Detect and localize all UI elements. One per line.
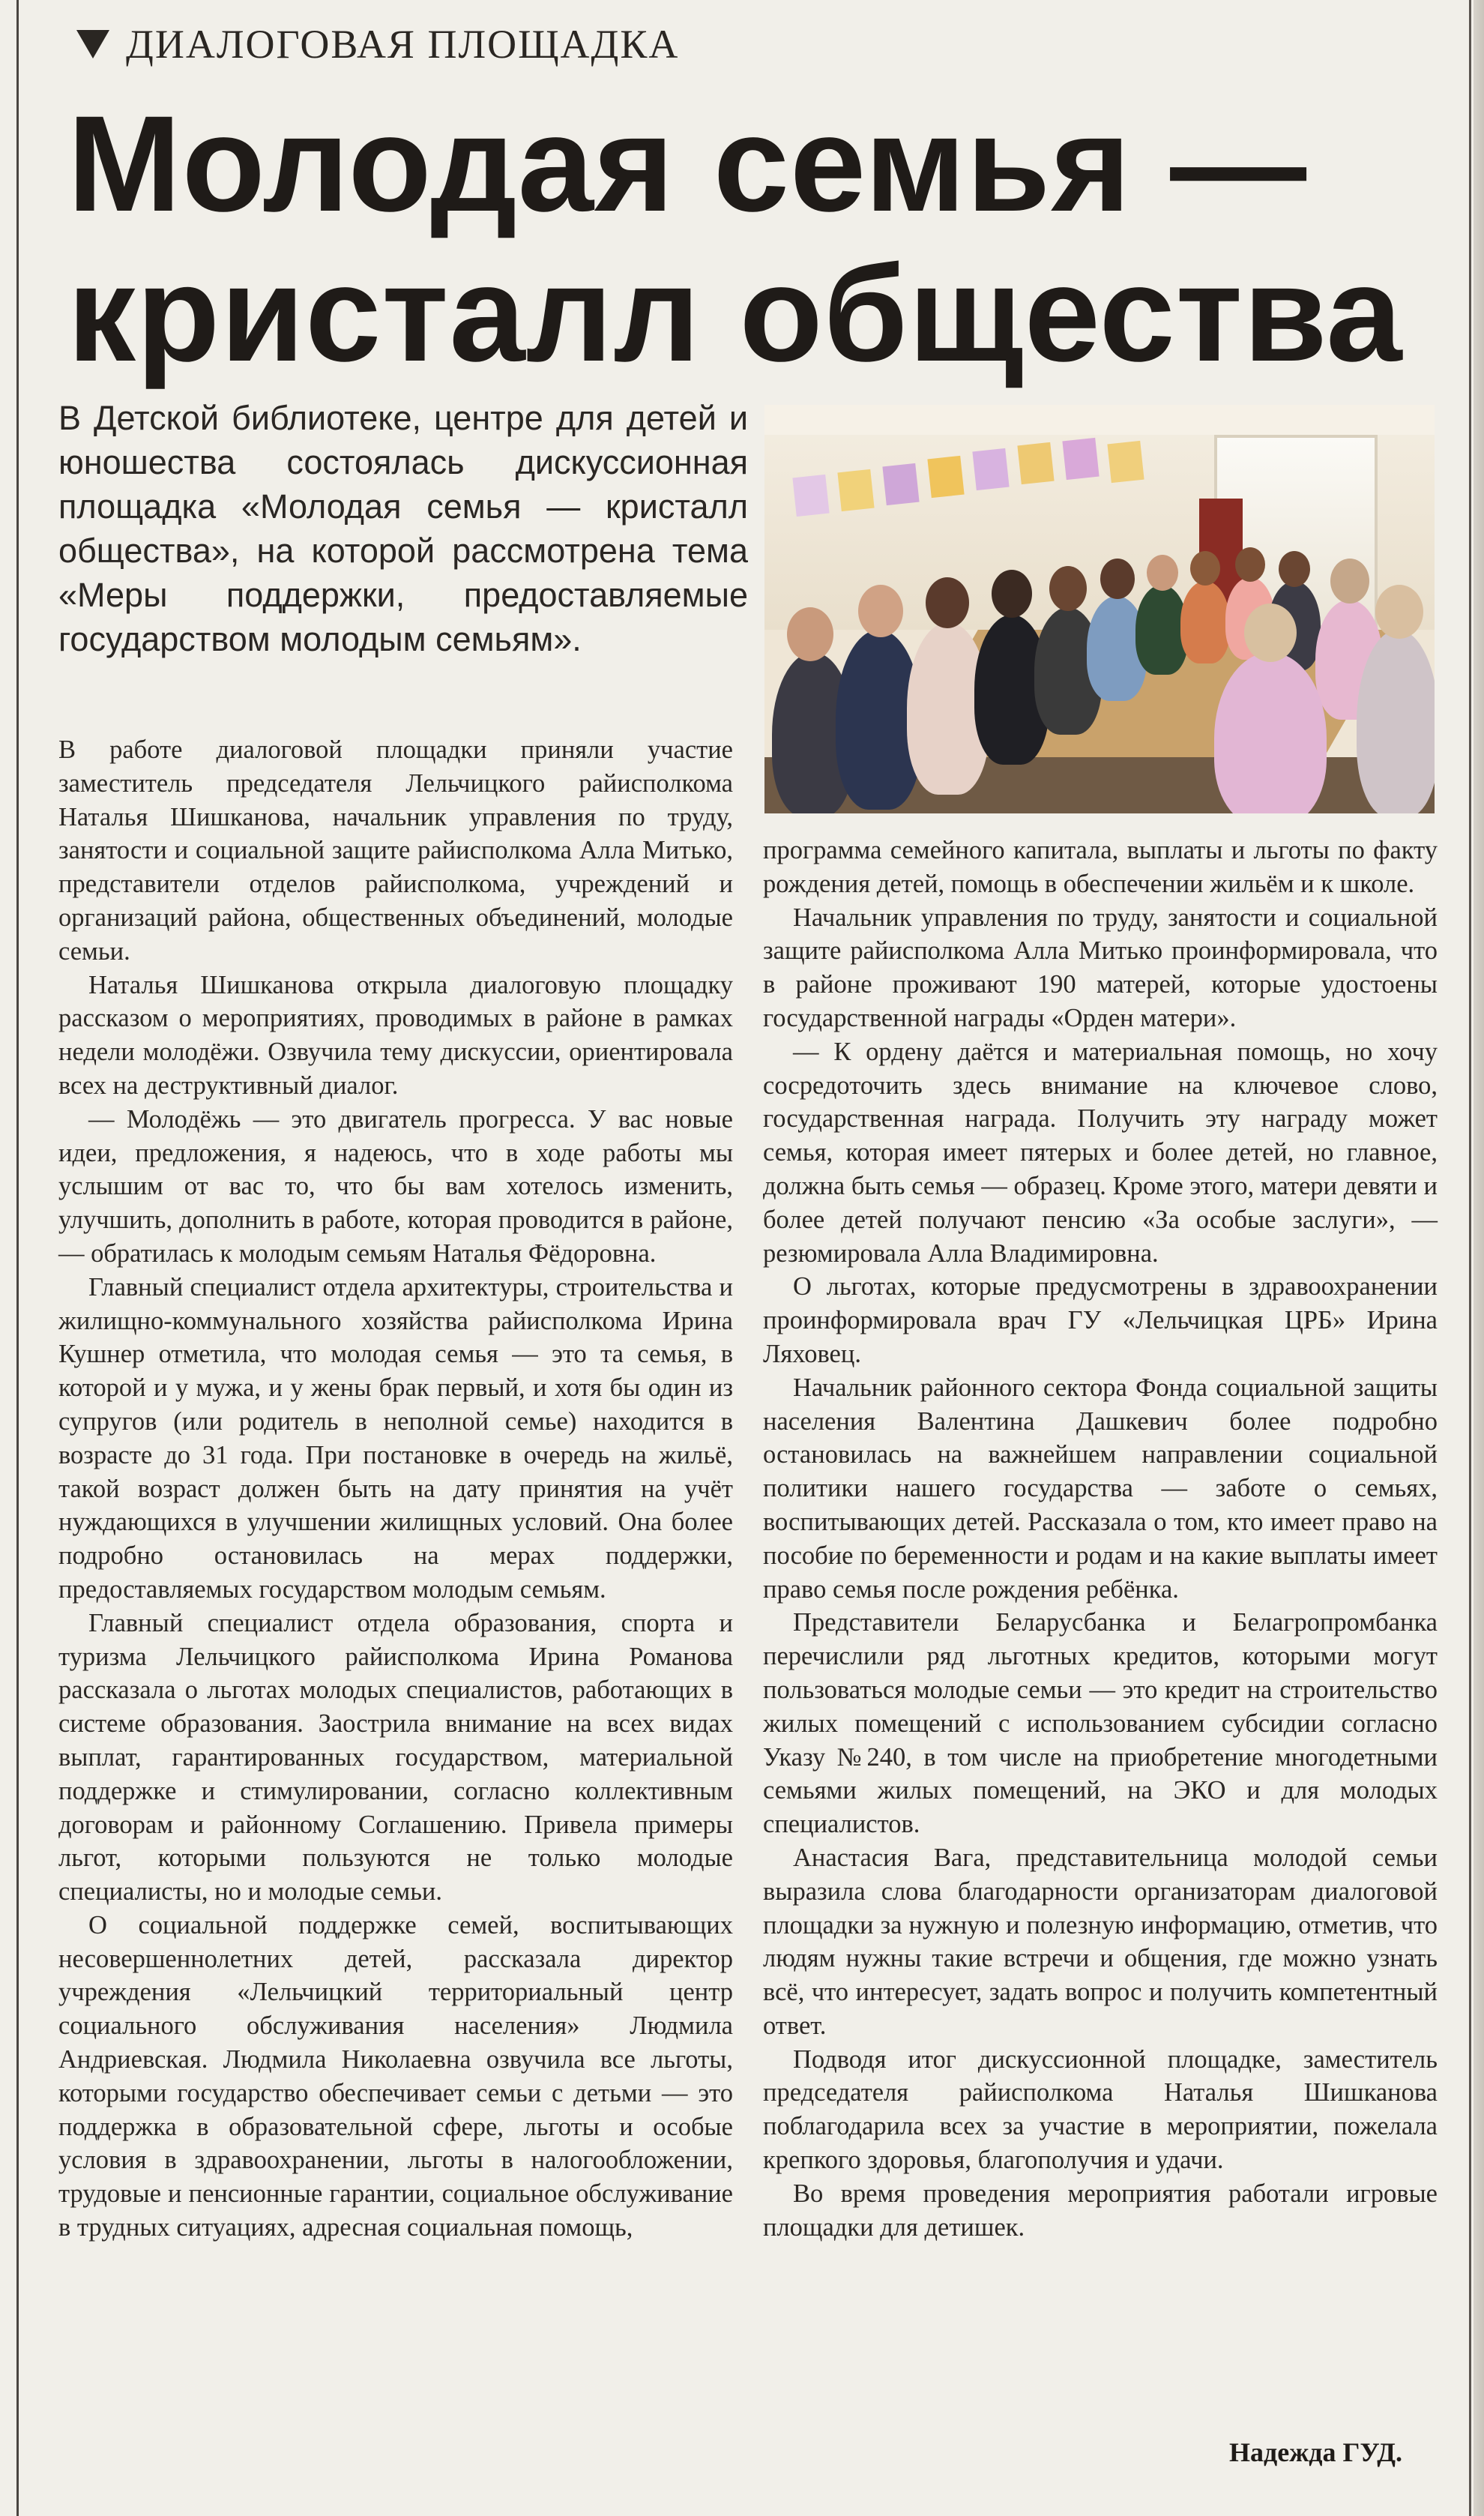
participant-head — [926, 577, 969, 628]
paragraph: В работе диалоговой площадки приняли участие заместитель председателя Лельчицкого райисполкома Наталья Шишканова, начальник управления по труду, занятости и социальной защите райисполкома Алла Митько, представители отделов райисполкома, учреждений и организаций района, общественных объединений, молодые семьи. — [58, 735, 733, 966]
paragraph: Наталья Шишканова открыла диалоговую площадку рассказом о мероприятиях, проводимых в районе в рамках недели молодёжи. Озвучила тему дискуссии, ориентировала всех на деструктивный диалог. — [58, 970, 733, 1100]
author-signature: Надежда ГУД. — [1229, 2437, 1402, 2467]
paragraph: Начальник управления по труду, занятости и социальной защите райисполкома Алла Митько проинформировала, что в районе проживают 190 матерей, которые удостоены государственной награды «Орден матери». — [763, 903, 1438, 1032]
paragraph: Начальник районного сектора Фонда социальной защиты населения Валентина Дашкевич более подробно остановилась на важнейшем направлении социальной политики нашего государства — заботе о семьях, воспитывающих детей. Рассказала о том, кто имеет право на пособие по беременности и родам и на какие выплаты имеет право семья после рождения ребёнка. — [763, 1373, 1438, 1604]
participant-head — [1190, 551, 1220, 586]
participant-head — [1147, 555, 1178, 591]
paragraph: — Молодёжь — это двигатель прогресса. У вас новые идеи, предложения, я надеюсь, что в ходе работы мы услышим от вас то, что бы вам хотелось изменить, улучшить, дополнить в работе, которая проводится в районе, — обратилась к молодым семьям Наталья Фёдоровна. — [58, 1104, 733, 1268]
adjacent-page-edge — [1474, 0, 1484, 2516]
paragraph: Главный специалист отдела архитектуры, строительства и жилищно-коммунального хозяйства райисполкома Ирина Кушнер отметила, что молодая семья — это та семья, в которой и у мужа, и у жены брак первый, и хотя бы один из супругов (или родитель в неполной семье) находится в возрасте до 31 года. При постановке в очередь на жильё, такой возраст должен быть на дату принятия на учёт нуждающихся в улучшении жилищных условий. Она более подробно остановилась на мерах поддержки, предоставляемых государством молодым семьям. — [58, 1272, 733, 1604]
participant-head — [992, 570, 1032, 618]
bunting-flag — [882, 463, 919, 505]
bunting-flag — [1017, 442, 1054, 484]
article-column-left — [58, 733, 733, 2245]
page-border-left — [16, 0, 19, 2516]
headline-line-1: Молодая семья — — [67, 87, 1308, 240]
triangle-marker-icon — [76, 30, 109, 58]
article-column-right — [763, 834, 1438, 2244]
paragraph: Подводя итог дискуссионной площадке, заместитель председателя райисполкома Наталья Шишканова поблагодарила всех за участие в мероприятии, пожелала крепкого здоровья, благополучия и удачи. — [763, 2044, 1438, 2175]
participant-head — [858, 585, 903, 637]
participant-head — [1375, 585, 1423, 639]
article-headline — [67, 88, 1462, 388]
paragraph: Представители Беларусбанка и Белагропромбанка перечислили ряд льготных кредитов, которыми могут пользоваться молодые семьи — это кредит на строительство жилых помещений с использованием субсидии согласно Указу №240, в том числе на приобретение многодетными семьями жилых помещений, на ЭКО и для молодых специалистов. — [763, 1608, 1438, 1839]
participant-head — [1279, 551, 1310, 587]
article-lead: В Детской библиотеке, центре для детей и юношества состоялась дискуссионная площадка «Молодая семья — кристалл общества», на которой рассмотрена тема «Меры поддержки, предоставляемые государством молодым семьям». — [58, 399, 748, 658]
participant — [1180, 581, 1230, 663]
participant — [1357, 630, 1435, 813]
bunting-flag — [1107, 441, 1144, 483]
bunting-flag — [1062, 438, 1099, 480]
participant-head — [1049, 566, 1087, 611]
participant-head — [1330, 559, 1369, 604]
paragraph: О льготах, которые предусмотрены в здравоохранении проинформировала врач ГУ «Лельчицкая ЦРБ» Ирина Ляховец. — [763, 1272, 1438, 1368]
bunting-flag — [792, 475, 829, 517]
photo-ceiling — [764, 405, 1435, 435]
paragraph: программа семейного капитала, выплаты и льготы по факту рождения детей, помощь в обеспечении жильём и к школе. — [763, 836, 1438, 898]
participant — [1214, 652, 1327, 813]
participant-head — [1235, 547, 1265, 582]
rubric-label: ДИАЛОГОВАЯ ПЛОЩАДКА — [126, 22, 680, 67]
paragraph: Во время проведения мероприятия работали игровые площадки для детишек. — [763, 2179, 1438, 2242]
participant-head — [1244, 604, 1297, 662]
page-border-right — [1469, 0, 1471, 2516]
headline-line-2: кристалл общества — [67, 237, 1403, 390]
bunting-flag — [972, 448, 1009, 490]
bunting-flag — [927, 456, 964, 498]
section-rubric — [76, 21, 679, 67]
paragraph: Анастасия Вага, представительница молодой семьи выразила слова благодарности организаторам диалоговой площадки за нужную и полезную информацию, отметив, что людям нужны такие встречи и общения, где можно узнать всё, что интересует, задать вопрос и получить компетентный ответ. — [763, 1843, 1438, 2040]
paragraph: Главный специалист отдела образования, спорта и туризма Лельчицкого райисполкома Ирина Романова рассказала о льготах молодых специалистов, работающих в системе образования. Заострила внимание на всех видах выплат, гарантированных государством, материальной поддержке и стимулировании, согласно коллективным договорам и районному Соглашению. Привела примеры льгот, которыми пользуются не только молодые специалисты, но и молодые семьи. — [58, 1608, 733, 1906]
participant-head — [787, 607, 833, 661]
paragraph: О социальной поддержке семей, воспитывающих несовершеннолетних детей, рассказала директор учреждения «Лельчицкий территориальный центр социального обслуживания населения» Людмила Андриевская. Людмила Николаевна озвучила все льготы, которыми государство обеспечивает семьи с детьми — это поддержка в образовательной сфере, льготы и особые условия в здравоохранении, льготы в налогообложении, трудовые и пенсионные гарантии, социальное обслуживание в трудных ситуациях, адресная социальная помощь, — [58, 1910, 733, 2242]
event-photo — [764, 405, 1435, 813]
participant-head — [1100, 559, 1135, 599]
bunting-flag — [837, 469, 874, 511]
paragraph: — К ордену даётся и материальная помощь, но хочу сосредоточить здесь внимание на ключевое слово, государственная награда. Получить эту награду может семья, которая имеет пятерых и более детей, но главное, должна быть семья — образец. Кроме этого, матери девяти и более детей получают пенсию «За особые заслуги», — резюмировала Алла Владимировна. — [763, 1037, 1438, 1268]
